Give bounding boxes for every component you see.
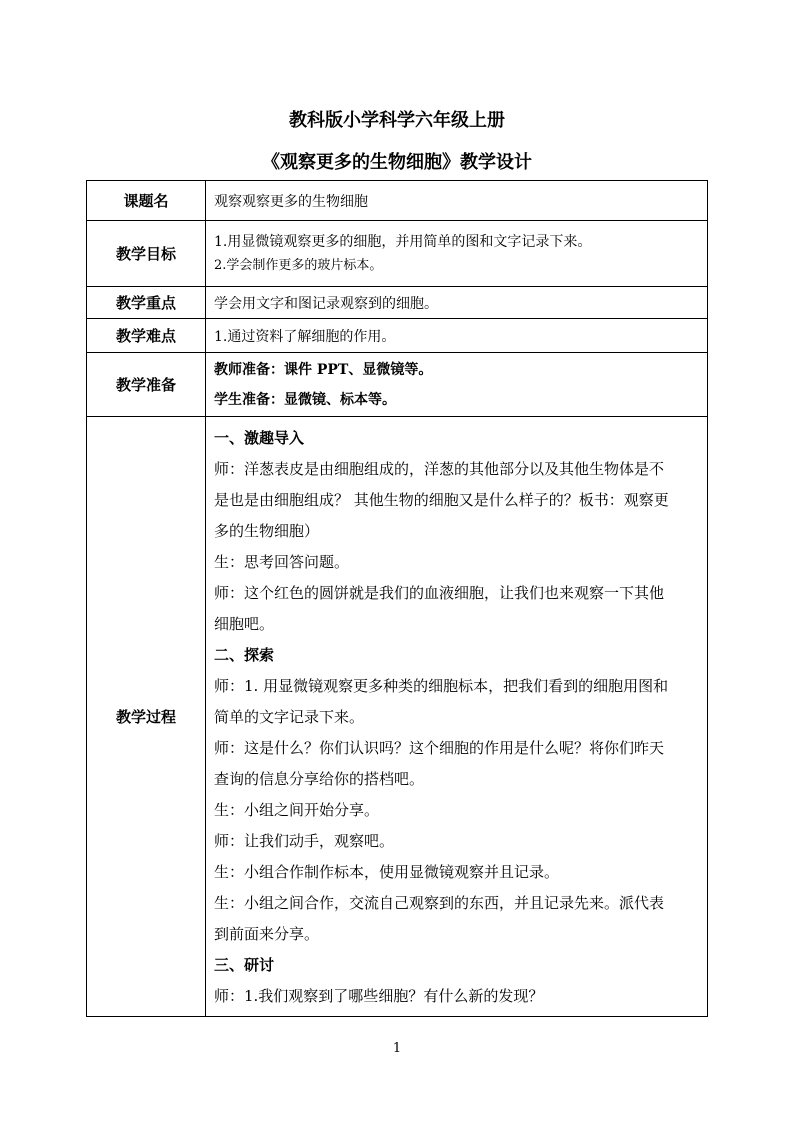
table-row-objectives [87, 221, 708, 287]
preparation-label: 教学准备 [87, 353, 206, 417]
section-heading: 二、探索 [214, 646, 275, 664]
preparation-value [206, 353, 708, 417]
page-number: 1 [392, 1041, 402, 1056]
process-line: 生：小组之间开始分享。 [214, 801, 380, 819]
document-title: 教科版小学科学六年级上册 [289, 110, 505, 131]
process-line: 师：让我们动手，观察吧。 [214, 832, 395, 850]
document-subtitle: 《观察更多的生物细胞》教学设计 [262, 152, 532, 173]
difficulties-value: 1.通过资料了解细胞的作用。 [206, 319, 708, 353]
process-value [206, 417, 708, 1017]
teacher-preparation: 教师准备：课件 PPT、显微镜等。 [214, 361, 433, 378]
topic-label: 课题名 [87, 181, 206, 221]
topic-value: 观察观察更多的生物细胞 [206, 181, 708, 221]
process-line: 到前面来分享。 [214, 925, 320, 943]
key-points-label: 教学重点 [87, 287, 206, 319]
process-line: 细胞吧。 [214, 615, 275, 633]
process-line: 师：这个红色的圆饼就是我们的血液细胞，让我们也来观察一下其他 [214, 584, 665, 602]
process-label: 教学过程 [87, 417, 206, 1017]
process-line: 多的生物细胞） [214, 522, 320, 540]
objective-line: 1.用显微镜观察更多的细胞，并用简单的图和文字记录下来。 [214, 233, 592, 250]
table-row-process [87, 417, 708, 1017]
process-line: 师：1. 用显微镜观察更多种类的细胞标本，把我们看到的细胞用图和 [214, 677, 669, 695]
process-line: 生：小组合作制作标本，使用显微镜观察并且记录。 [214, 863, 560, 881]
objective-line: 2.学会制作更多的玻片标本。 [214, 257, 383, 273]
process-line: 是也是由细胞组成？ 其他生物的细胞又是什么样子的？板书：观察更 [214, 491, 669, 509]
key-points-value: 学会用文字和图记录观察到的细胞。 [206, 287, 708, 319]
process-line: 师：这是什么？你们认识吗？这个细胞的作用是什么呢？将你们昨天 [214, 739, 665, 757]
table-row-topic [87, 181, 708, 221]
process-line: 查询的信息分享给你的搭档吧。 [214, 770, 425, 788]
table-row-key-points [87, 287, 708, 319]
table-row-preparation [87, 353, 708, 417]
objectives-value [206, 221, 708, 287]
section-heading: 三、研讨 [214, 956, 275, 974]
student-preparation: 学生准备：显微镜、标本等。 [214, 391, 396, 408]
table-row-difficulties [87, 319, 708, 353]
lesson-plan-table [86, 180, 708, 1017]
difficulties-label: 教学难点 [87, 319, 206, 353]
process-line: 简单的文字记录下来。 [214, 708, 365, 726]
process-line: 师：洋葱表皮是由细胞组成的，洋葱的其他部分以及其他生物体是不 [214, 460, 665, 478]
section-heading: 一、激趣导入 [214, 429, 305, 447]
process-line: 生：小组之间合作，交流自己观察到的东西，并且记录先来。派代表 [214, 894, 665, 912]
process-line: 师：1.我们观察到了哪些细胞？有什么新的发现？ [214, 987, 544, 1005]
process-line: 生：思考回答问题。 [214, 553, 350, 571]
objectives-label: 教学目标 [87, 221, 206, 287]
